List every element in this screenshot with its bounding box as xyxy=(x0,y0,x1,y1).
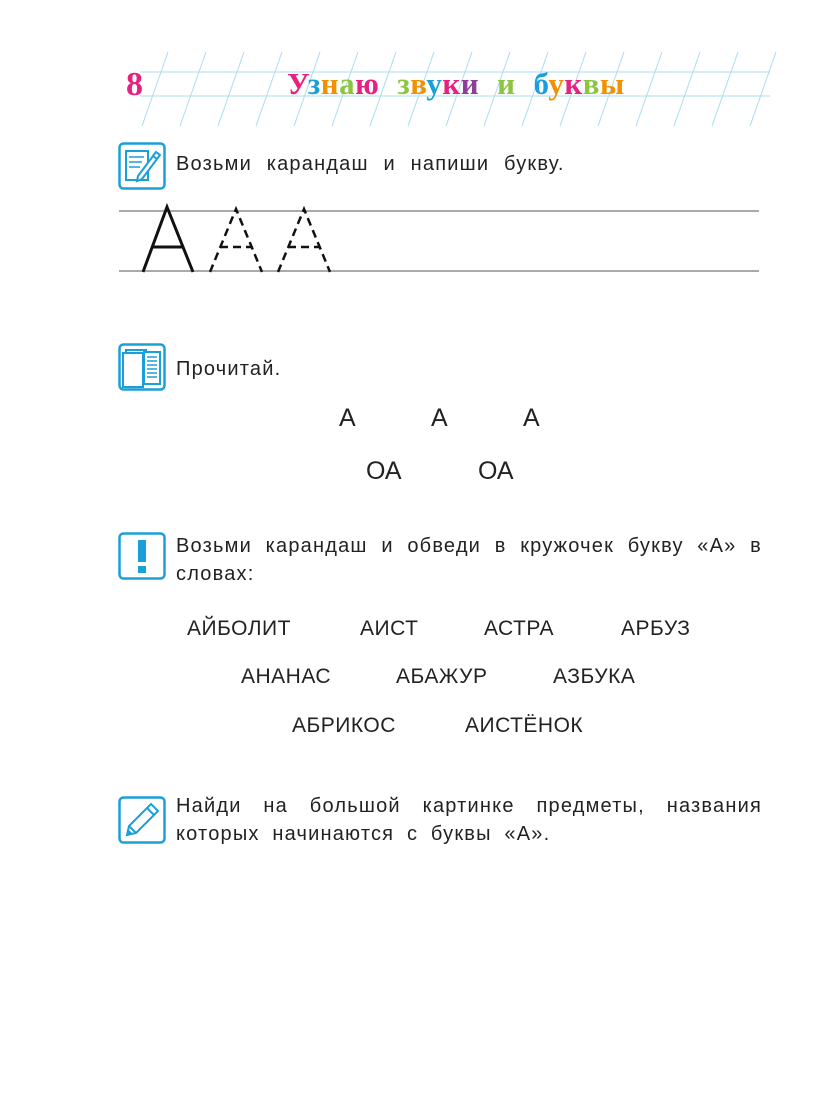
pencil-icon xyxy=(118,796,166,844)
word: АНАНАС xyxy=(241,665,332,688)
word: АИСТ xyxy=(360,617,419,640)
title-letter: У xyxy=(287,66,308,101)
title-word xyxy=(397,66,479,101)
title-letter: к xyxy=(564,66,583,101)
task-find-text: Найди на большой картинке предметы, названия которых начинаются с буквы «А». xyxy=(176,795,762,845)
book-icon xyxy=(118,343,166,391)
word: АРБУЗ xyxy=(621,617,691,640)
copybook-letter-dashed xyxy=(210,209,262,272)
word: АСТРА xyxy=(484,617,554,640)
title-word xyxy=(534,66,625,101)
title-letter: в xyxy=(582,66,600,101)
title-letter: и xyxy=(460,66,480,101)
title-letter: а xyxy=(339,66,356,101)
title-letter: и xyxy=(497,66,516,101)
read-syllable: ОА xyxy=(366,457,402,485)
title-letter: в xyxy=(410,66,427,101)
word: АИСТЁНОК xyxy=(465,714,584,737)
grid-slant-line xyxy=(712,52,738,126)
grid-slant-line xyxy=(218,52,244,126)
read-syllable: ОА xyxy=(478,457,514,485)
title-letter: б xyxy=(533,66,549,101)
read-letter: А xyxy=(431,404,448,432)
grid-slant-line xyxy=(750,52,776,126)
task-read-text: Прочитай. xyxy=(176,358,282,380)
title-word xyxy=(287,66,379,101)
title-letter: к xyxy=(442,66,461,101)
page-title xyxy=(287,66,643,102)
title-letter: ы xyxy=(600,66,625,101)
title-word xyxy=(497,66,515,101)
title-letter: у xyxy=(426,66,443,101)
title-letter: у xyxy=(548,66,565,101)
copybook-letter-solid xyxy=(143,207,193,272)
title-letter: з xyxy=(397,66,411,101)
task-write-text: Возьми карандаш и напиши букву. xyxy=(176,153,565,175)
pencil-writing-icon xyxy=(118,142,166,190)
word: АЙБОЛИТ xyxy=(187,617,291,640)
grid-slant-line xyxy=(674,52,700,126)
title-letter: н xyxy=(320,66,340,101)
title-letter: ю xyxy=(355,66,380,101)
grid-slant-line xyxy=(142,52,168,126)
copybook-lines xyxy=(0,195,820,285)
exclamation-icon xyxy=(118,532,166,580)
word: АБАЖУР xyxy=(396,665,488,688)
word: АЗБУКА xyxy=(553,665,636,688)
grid-slant-line xyxy=(256,52,282,126)
word: АБРИКОС xyxy=(292,714,396,737)
grid-slant-line xyxy=(180,52,206,126)
read-letter: А xyxy=(339,404,356,432)
page-number: 8 xyxy=(126,66,143,103)
title-letter: з xyxy=(307,66,321,101)
task-circle-text: Возьми карандаш и обведи в кружочек букву «А» в словах: xyxy=(176,535,762,585)
copybook-letter-dashed xyxy=(278,209,330,272)
read-letter: А xyxy=(523,404,540,432)
